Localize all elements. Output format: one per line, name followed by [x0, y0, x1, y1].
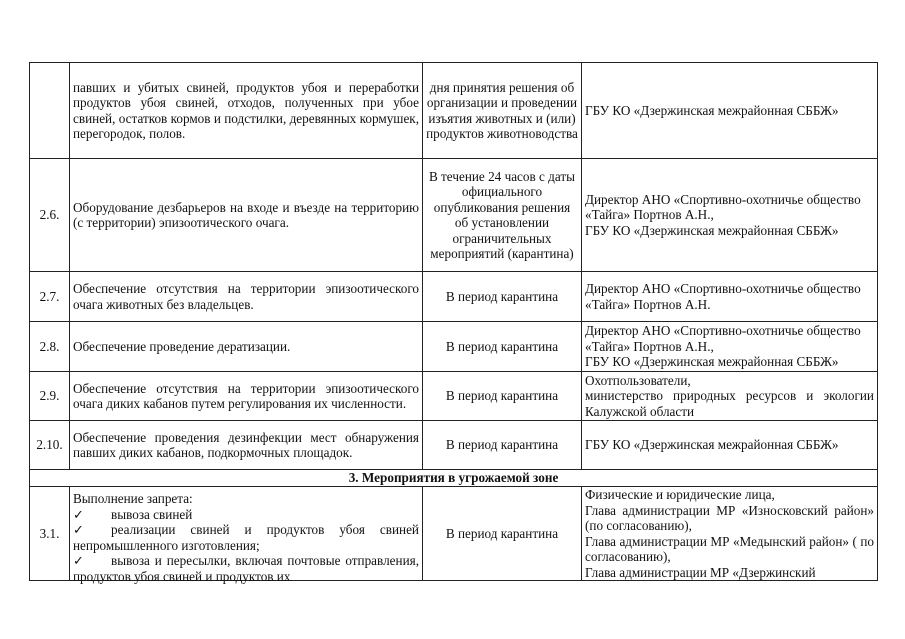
- responsible-cell: [582, 322, 878, 372]
- responsible-line: ГБУ КО «Дзержинская межрайонная СББЖ»: [585, 102, 839, 118]
- responsible-cell: [582, 159, 878, 272]
- row-number: 2.9.: [30, 372, 70, 421]
- responsible-cell: [582, 63, 878, 159]
- checkmark-icon: ✓: [73, 506, 85, 522]
- responsible-line: Физические и юридические лица,: [585, 487, 775, 502]
- table-row: [30, 322, 878, 372]
- responsible-line: ГБУ КО «Дзержинская межрайонная СББЖ»: [585, 437, 839, 453]
- responsible-line: Директор АНО «Спортивно-охотничье общество «Тайга» Портнов А.Н.,: [585, 323, 861, 354]
- activity-cell: Обеспечение отсутствия на территории эпизоотического очага животных без владельцев.: [70, 272, 423, 322]
- deadline-cell: В период карантина: [423, 421, 582, 470]
- section-title: 3. Мероприятия в угрожаемой зоне: [30, 470, 878, 487]
- measures-table: [29, 62, 878, 584]
- table-row: [30, 159, 878, 272]
- activity-cell: Оборудование дезбарьеров на входе и въезде на территорию (с территории) эпизоотического очага.: [70, 159, 423, 272]
- table-row: [30, 421, 878, 470]
- responsible-line: Охотпользователи,: [585, 372, 691, 388]
- responsible-line: Директор АНО «Спортивно-охотничье общество «Тайга» Портнов А.Н.: [585, 281, 861, 312]
- checkmark-icon: ✓: [73, 553, 85, 569]
- responsible-line: Глава администрации МР «Дзержинский: [585, 564, 816, 580]
- row-number: 3.1.: [30, 487, 70, 581]
- table-row: [30, 272, 878, 322]
- section-header-row: [30, 470, 878, 487]
- deadline-cell: В период карантина: [423, 272, 582, 322]
- table-row: [30, 372, 878, 421]
- activity-cell: павших и убитых свиней, продуктов убоя и переработки продуктов убоя свиней, отходов, полученных при убое свиней, остатков кормов и подстилки, деревянных кормушек, перегородок, полов.: [70, 63, 423, 159]
- prohibition-item: ✓ вывоза и пересылки, включая почтовые отправления, продуктов убоя свиней и продуктов их: [73, 553, 419, 584]
- row-number: 2.10.: [30, 421, 70, 470]
- responsible-line: ГБУ КО «Дзержинская межрайонная СББЖ»: [585, 222, 839, 238]
- deadline-cell: дня принятия решения об организации и проведении изъятия животных и (или) продуктов животноводства: [423, 63, 582, 159]
- prohibition-intro: Выполнение запрета:: [73, 491, 193, 507]
- deadline-cell: В период карантина: [423, 322, 582, 372]
- deadline-cell: В период карантина: [423, 487, 582, 581]
- responsible-cell: [582, 487, 878, 581]
- responsible-line: Директор АНО «Спортивно-охотничье общество «Тайга» Портнов А.Н.,: [585, 191, 861, 223]
- responsible-line: Глава администрации МР «Медынский район» ( по согласованию),: [585, 533, 874, 564]
- activity-cell: [70, 487, 423, 584]
- activity-cell: Обеспечение отсутствия на территории эпизоотического очага диких кабанов путем регулирования их численности.: [70, 372, 423, 421]
- row-number: 2.7.: [30, 272, 70, 322]
- deadline-cell: В период карантина: [423, 372, 582, 421]
- responsible-cell: [582, 272, 878, 322]
- row-number: 2.8.: [30, 322, 70, 372]
- responsible-cell: [582, 372, 878, 421]
- activity-cell: Обеспечение проведения дезинфекции мест обнаружения павших диких кабанов, подкормочных площадок.: [70, 421, 423, 470]
- prohibition-item: ✓ реализации свиней и продуктов убоя свиней непромышленного изготовления;: [73, 522, 419, 553]
- row-number: 2.6.: [30, 159, 70, 272]
- row-number: [30, 63, 70, 159]
- checkmark-icon: ✓: [73, 522, 85, 538]
- deadline-cell: В течение 24 часов с даты официального опубликования решения об установлении ограничительных мероприятий (карантина): [423, 159, 582, 272]
- responsible-line: Глава администрации МР «Износковский район» (по согласованию),: [585, 502, 874, 533]
- responsible-line: ГБУ КО «Дзержинская межрайонная СББЖ»: [585, 354, 839, 370]
- table-row: [30, 63, 878, 159]
- responsible-cell: [582, 421, 878, 470]
- table-row: [30, 487, 878, 581]
- activity-cell: Обеспечение проведение дератизации.: [70, 322, 423, 372]
- responsible-line: министерство природных ресурсов и экологии Калужской области: [585, 388, 874, 419]
- prohibition-item: ✓ вывоза свиней: [73, 506, 193, 522]
